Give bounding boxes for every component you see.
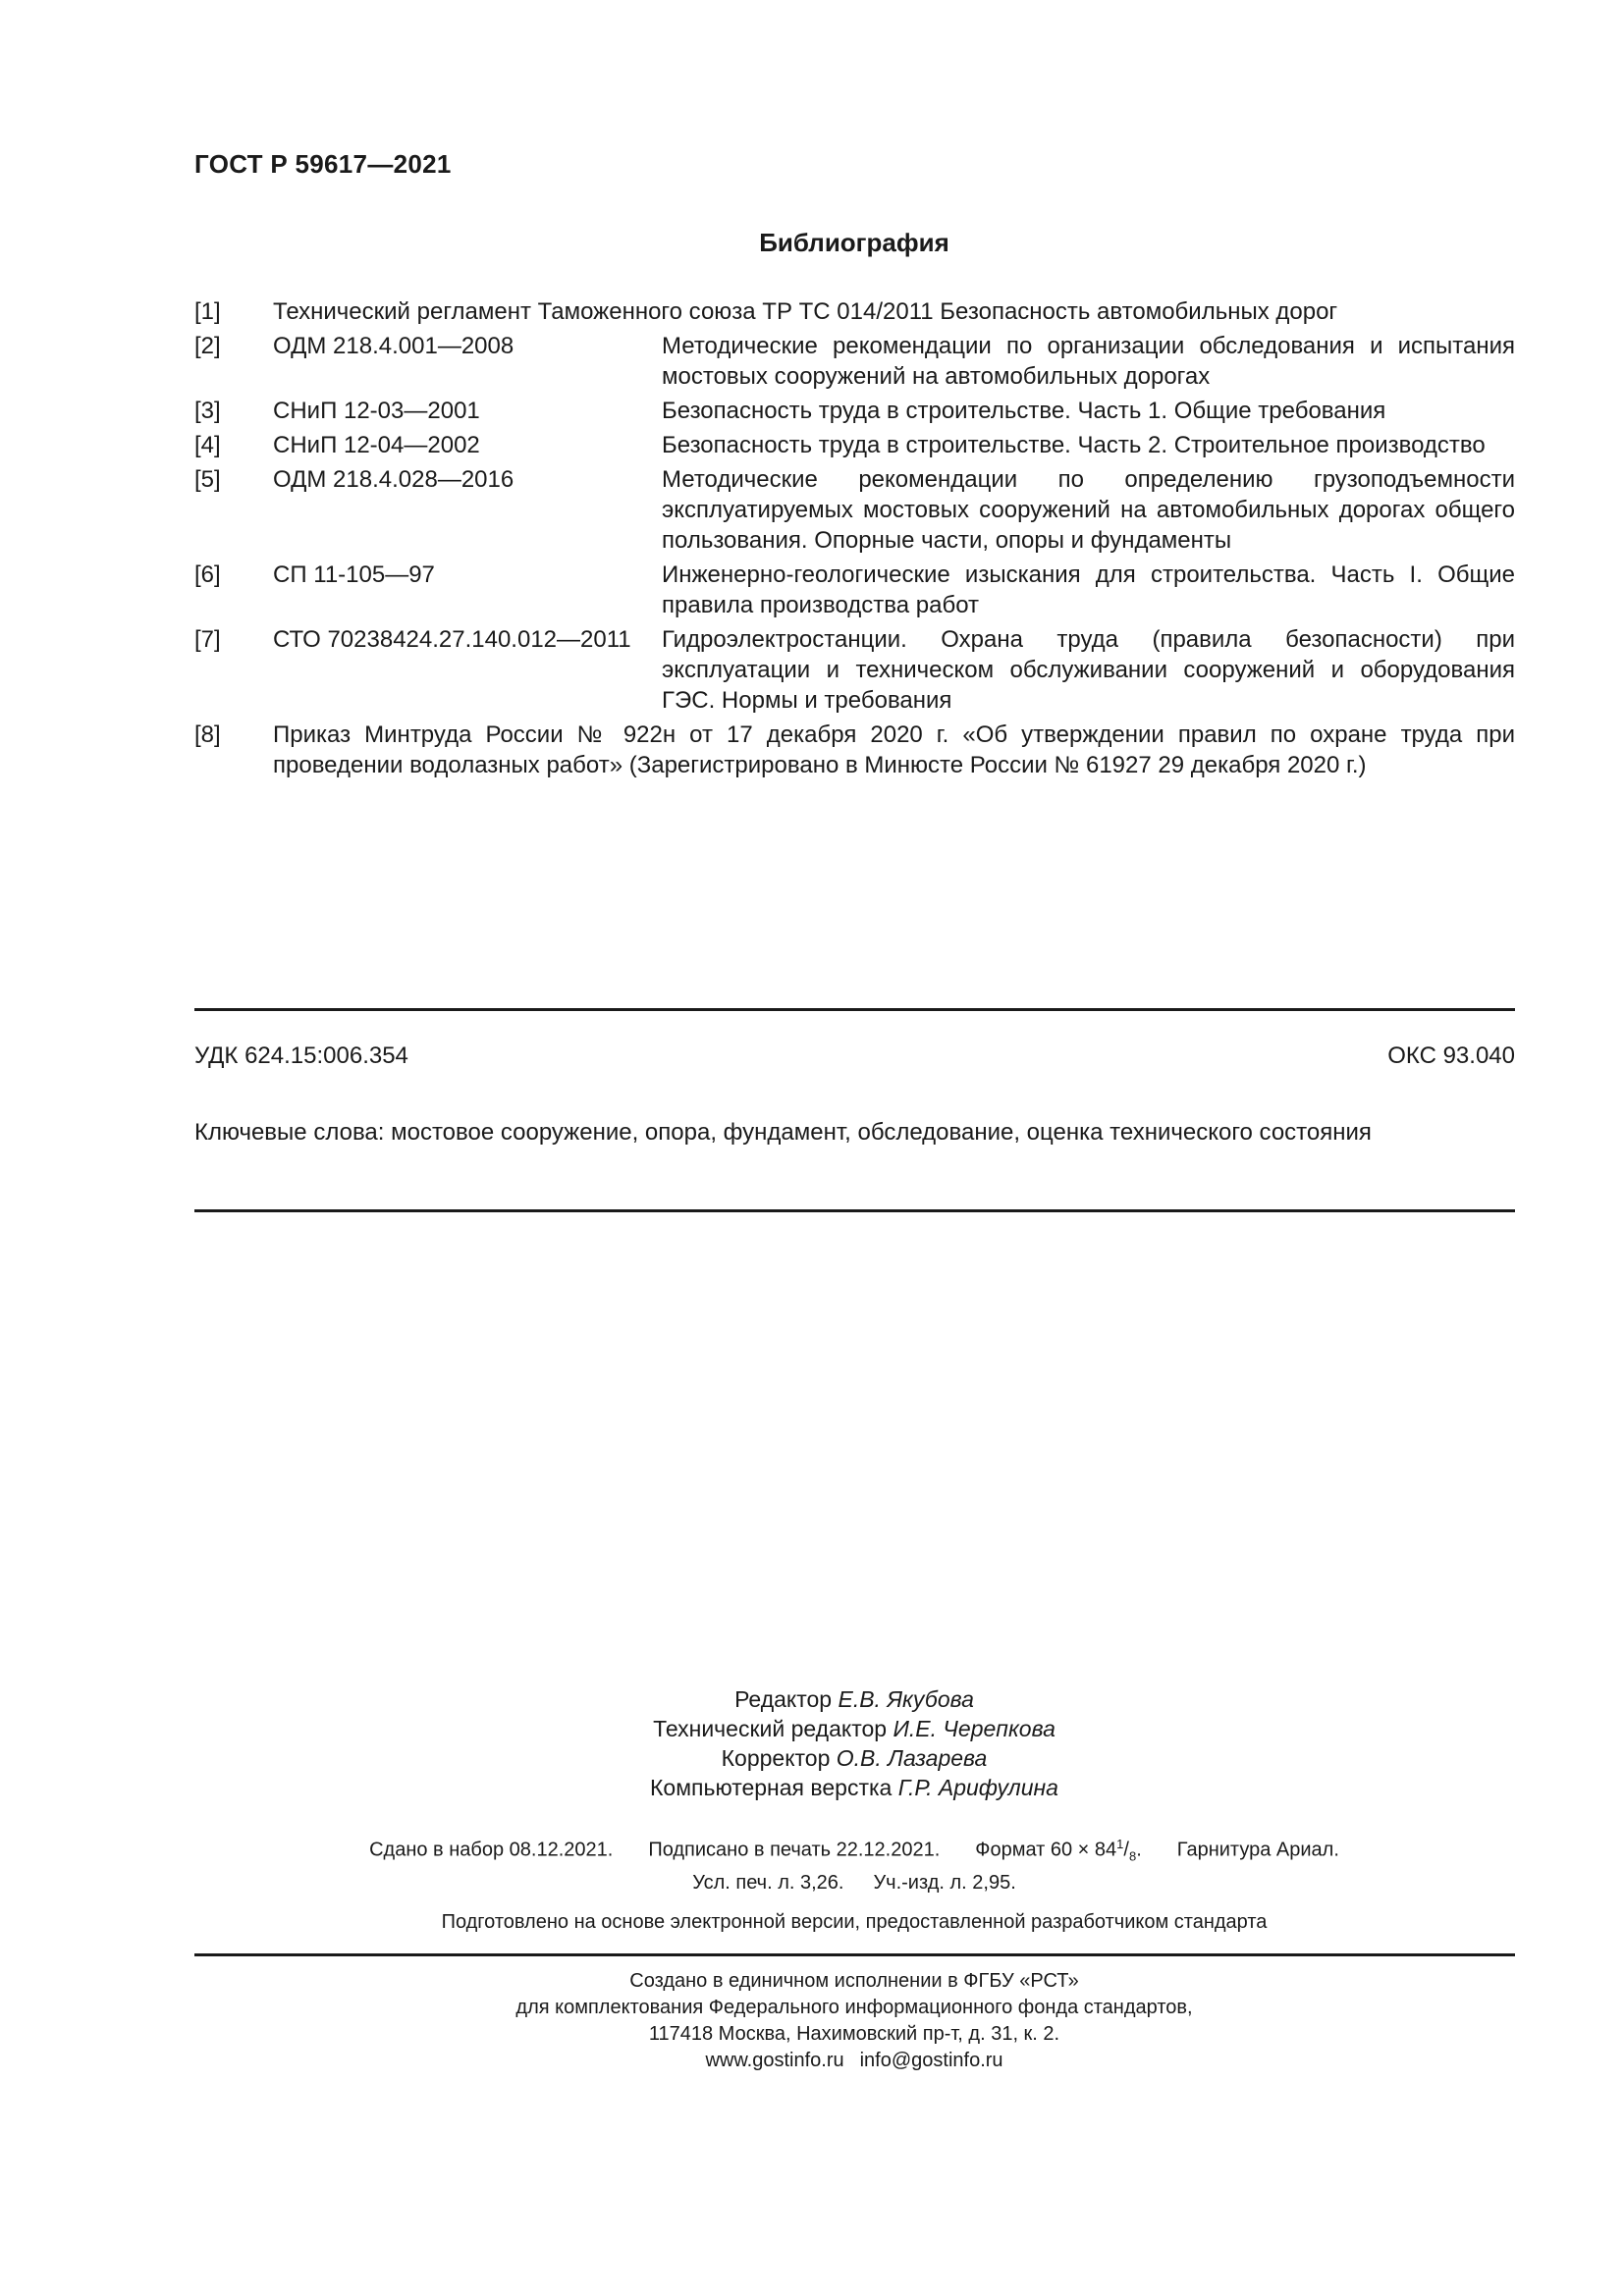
- website-link[interactable]: www.gostinfo.ru: [705, 2050, 844, 2071]
- bibliography-item: [194, 720, 1515, 780]
- bibliography-item: [194, 560, 1515, 620]
- ref-number: [3]: [194, 398, 221, 424]
- credit-role: Компьютерная верстка: [650, 1775, 893, 1800]
- footer-line-2: для комплектования Федерального информационного фонда стандартов,: [515, 1997, 1193, 2018]
- credit-name: Е.В. Якубова: [838, 1686, 974, 1712]
- print-info: [0, 1831, 1624, 1896]
- divider-top: [194, 1008, 1515, 1011]
- credit-role: Редактор: [734, 1686, 833, 1712]
- publication-sheets: Уч.-изд. л. 2,95.: [873, 1871, 1016, 1894]
- ref-code: СНиП 12-03—2001: [273, 398, 480, 424]
- ref-text: Безопасность труда в строительстве. Часть 1. Общие требования: [662, 398, 1386, 424]
- bibliography-item: [194, 464, 1515, 556]
- udk-code: УДК 624.15:006.354: [194, 1042, 408, 1069]
- format-sub: 8: [1128, 1848, 1137, 1864]
- oks-code: ОКС 93.040: [1387, 1042, 1515, 1069]
- credit-role: Технический редактор: [653, 1716, 888, 1741]
- ref-number: [7]: [194, 626, 221, 653]
- credit-line: [0, 1684, 1624, 1714]
- ref-number: [6]: [194, 561, 221, 588]
- ref-text: Инженерно-геологические изыскания для строительства. Часть I. Общие правила производства работ: [662, 561, 1515, 618]
- keywords: Ключевые слова: мостовое сооружение, опора, фундамент, обследование, оценка технического состояния: [194, 1119, 1372, 1146]
- footer-line-1: Создано в единичном исполнении в ФГБУ «РСТ»: [629, 1970, 1079, 1992]
- format-suffix: .: [1136, 1839, 1142, 1861]
- bibliography-item: [194, 396, 1515, 426]
- credit-name: Г.Р. Арифулина: [897, 1775, 1058, 1800]
- ref-number: [1]: [194, 298, 221, 325]
- bibliography-item: [194, 624, 1515, 716]
- signed-date: Подписано в печать 22.12.2021.: [648, 1839, 941, 1861]
- credit-role: Корректор: [721, 1745, 831, 1771]
- divider-bottom: [194, 1953, 1515, 1956]
- ref-text: Гидроэлектростанции. Охрана труда (правила безопасности) при эксплуатации и техническом обслуживании сооружений и оборудования ГЭС. Нормы и требования: [662, 626, 1515, 714]
- bibliography-list: [194, 296, 1515, 784]
- submitted-date: Сдано в набор 08.12.2021.: [369, 1839, 614, 1861]
- email-link[interactable]: info@gostinfo.ru: [859, 2050, 1003, 2071]
- footer-contacts: [0, 2048, 1624, 2074]
- typeface: Гарнитура Ариал.: [1176, 1839, 1339, 1861]
- ref-text: Методические рекомендации по организации обследования и испытания мостовых сооружений на автомобильных дорогах: [662, 333, 1515, 390]
- ref-text: Технический регламент Таможенного союза ТР ТС 014/2011 Безопасность автомобильных дорог: [273, 298, 1338, 325]
- ref-code: ОДМ 218.4.028—2016: [273, 466, 514, 493]
- credit-line: [0, 1773, 1624, 1802]
- print-sheets: Усл. печ. л. 3,26.: [692, 1871, 844, 1894]
- credits-block: [0, 1684, 1624, 1802]
- ref-code: СП 11-105—97: [273, 561, 435, 588]
- ref-number: [8]: [194, 721, 221, 748]
- ref-text: Приказ Минтруда России № 922н от 17 декабря 2020 г. «Об утверждении правил по охране труда при проведении водолазных работ» (Зарегистрировано в Минюсте России № 61927 29 декабря 2020 г.): [273, 721, 1515, 778]
- credit-line: [0, 1743, 1624, 1773]
- publisher-footer: [0, 1968, 1624, 2074]
- ref-code: СНиП 12-04—2002: [273, 432, 480, 458]
- ref-text: Методические рекомендации по определению грузоподъемности эксплуатируемых мостовых сооружений на автомобильных дорогах общего пользования. Опорные части, опоры и фундаменты: [662, 466, 1515, 554]
- ref-code: СТО 70238424.27.140.012—2011: [273, 626, 631, 653]
- ref-number: [2]: [194, 333, 221, 359]
- divider-middle: [194, 1209, 1515, 1212]
- format-sup: 1: [1116, 1837, 1124, 1851]
- footer-line-3: 117418 Москва, Нахимовский пр-т, д. 31, к. 2.: [648, 2023, 1060, 2045]
- bibliography-item: [194, 430, 1515, 460]
- ref-number: [5]: [194, 466, 221, 493]
- ref-text: Безопасность труда в строительстве. Часть 2. Строительное производство: [662, 432, 1486, 458]
- bibliography-item: [194, 296, 1515, 327]
- bibliography-title: Библиография: [759, 228, 949, 257]
- credit-line: [0, 1714, 1624, 1743]
- ref-code: ОДМ 218.4.001—2008: [273, 333, 514, 359]
- ref-number: [4]: [194, 432, 221, 458]
- print-info-line-1: Сдано в набор 08.12.2021. Подписано в печать 22.12.2021. Формат $60 \times 84^1/_8$. Гарнитура Ариал.: [369, 1837, 1339, 1864]
- prepared-note: Подготовлено на основе электронной версии, предоставленной разработчиком стандарта: [441, 1911, 1268, 1933]
- credit-name: И.Е. Черепкова: [893, 1716, 1056, 1741]
- standard-id: ГОСТ Р 59617—2021: [194, 149, 452, 179]
- credit-name: О.В. Лазарева: [836, 1745, 988, 1771]
- format-prefix: Формат 60 × 84: [975, 1839, 1117, 1861]
- print-info-line-2: [0, 1870, 1624, 1896]
- bibliography-item: [194, 331, 1515, 392]
